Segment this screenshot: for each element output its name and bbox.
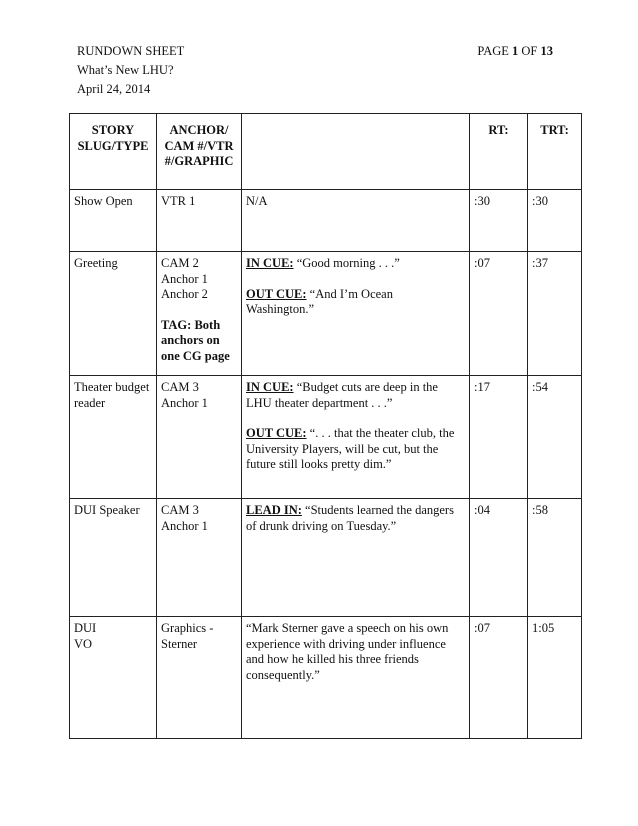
anchor-cell	[157, 252, 242, 376]
in-cue-label: IN CUE:	[246, 380, 294, 394]
col-header-anchor-line: CAM #/VTR	[164, 138, 234, 153]
table-row	[70, 190, 582, 252]
script-text: “Mark Sterner gave a speech on his own	[246, 621, 449, 635]
slug-cell	[70, 376, 157, 499]
col-header-rt: RT:	[470, 114, 528, 190]
rt-cell: :07	[470, 252, 528, 376]
slug-text: DUI	[74, 621, 97, 635]
slug-text: Theater budget	[74, 380, 150, 394]
page-label: PAGE	[477, 44, 509, 58]
table-row	[70, 499, 582, 617]
script-cell	[242, 617, 470, 739]
slug-cell	[70, 617, 157, 739]
col-header-anchor	[157, 114, 242, 190]
slug-text: Show Open	[74, 194, 133, 208]
trt-cell: 1:05	[528, 617, 582, 739]
of-label: OF	[521, 44, 538, 58]
rt-cell: :30	[470, 190, 528, 252]
col-header-slug-line: STORY	[91, 123, 135, 137]
in-cue-text: “Budget cuts are deep in the	[293, 380, 438, 394]
anchor-text: Anchor 2	[161, 287, 208, 301]
trt-cell: :37	[528, 252, 582, 376]
col-header-anchor-line: #/GRAPHIC	[164, 154, 234, 168]
out-cue-label: OUT CUE:	[246, 426, 307, 440]
slug-cell	[70, 252, 157, 376]
script-text: and how he killed his three friends	[246, 652, 419, 666]
script-cell	[242, 252, 470, 376]
anchor-cell	[157, 190, 242, 252]
out-cue-text: “. . . that the theater club, the	[306, 426, 455, 440]
anchor-text: CAM 3	[161, 503, 199, 517]
table-row	[70, 617, 582, 739]
anchor-text: Anchor 1	[161, 395, 208, 410]
anchor-text: Anchor 1	[161, 271, 208, 286]
col-header-slug	[70, 114, 157, 190]
lead-in-label: LEAD IN:	[246, 503, 302, 517]
page-number: 1	[512, 44, 519, 58]
lead-in-text: of drunk driving on Tuesday.”	[246, 518, 397, 533]
out-cue-label: OUT CUE:	[246, 286, 307, 301]
anchor-text: Anchor 1	[161, 518, 208, 533]
anchor-text: CAM 3	[161, 380, 199, 394]
slug-text: DUI Speaker	[74, 503, 140, 517]
out-cue-text: University Players, will be cut, but the	[246, 441, 439, 456]
anchor-cell	[157, 617, 242, 739]
slug-text: VO	[74, 636, 93, 651]
col-header-slug-line: SLUG/TYPE	[77, 138, 149, 153]
document-header	[77, 42, 184, 99]
lead-in-text: “Students learned the dangers	[301, 503, 454, 517]
slug-text: reader	[74, 395, 106, 410]
trt-cell: :58	[528, 499, 582, 617]
col-header-script	[242, 114, 470, 190]
table-header-row	[70, 114, 582, 190]
slug-text: Greeting	[74, 256, 118, 270]
out-cue-text: future still looks pretty dim.”	[246, 457, 392, 471]
rt-cell: :07	[470, 617, 528, 739]
anchor-text: VTR 1	[161, 194, 196, 208]
table-row	[70, 252, 582, 376]
slug-cell	[70, 190, 157, 252]
page-total: 13	[540, 44, 553, 58]
tag-text: one CG page	[161, 348, 230, 363]
rt-cell: :04	[470, 499, 528, 617]
in-cue-label: IN CUE:	[246, 256, 294, 270]
script-cell	[242, 499, 470, 617]
tag-text: anchors on	[161, 333, 220, 347]
out-cue-text: “And I’m Ocean	[306, 286, 393, 301]
trt-cell: :54	[528, 376, 582, 499]
anchor-cell	[157, 376, 242, 499]
show-name: What’s New LHU?	[77, 63, 174, 77]
in-cue-text: “Good morning . . .”	[293, 256, 400, 270]
anchor-text: Sterner	[161, 636, 198, 651]
doc-date: April 24, 2014	[77, 82, 151, 96]
table-row	[70, 376, 582, 499]
col-header-anchor-line: ANCHOR/	[169, 123, 229, 137]
anchor-cell	[157, 499, 242, 617]
anchor-text: CAM 2	[161, 256, 199, 270]
trt-cell: :30	[528, 190, 582, 252]
col-header-trt: TRT:	[528, 114, 582, 190]
page-indicator	[477, 42, 553, 61]
tag-text: TAG: Both	[161, 317, 221, 332]
doc-title: RUNDOWN SHEET	[77, 44, 185, 58]
script-cell	[242, 376, 470, 499]
script-text: consequently.”	[246, 667, 320, 682]
anchor-text: Graphics -	[161, 621, 214, 635]
script-text: experience with driving under influence	[246, 636, 446, 651]
rt-cell: :17	[470, 376, 528, 499]
in-cue-text: LHU theater department . . .”	[246, 395, 393, 410]
out-cue-text: Washington.”	[246, 302, 315, 316]
rundown-table	[69, 113, 582, 739]
script-cell: N/A	[242, 190, 470, 252]
slug-cell	[70, 499, 157, 617]
